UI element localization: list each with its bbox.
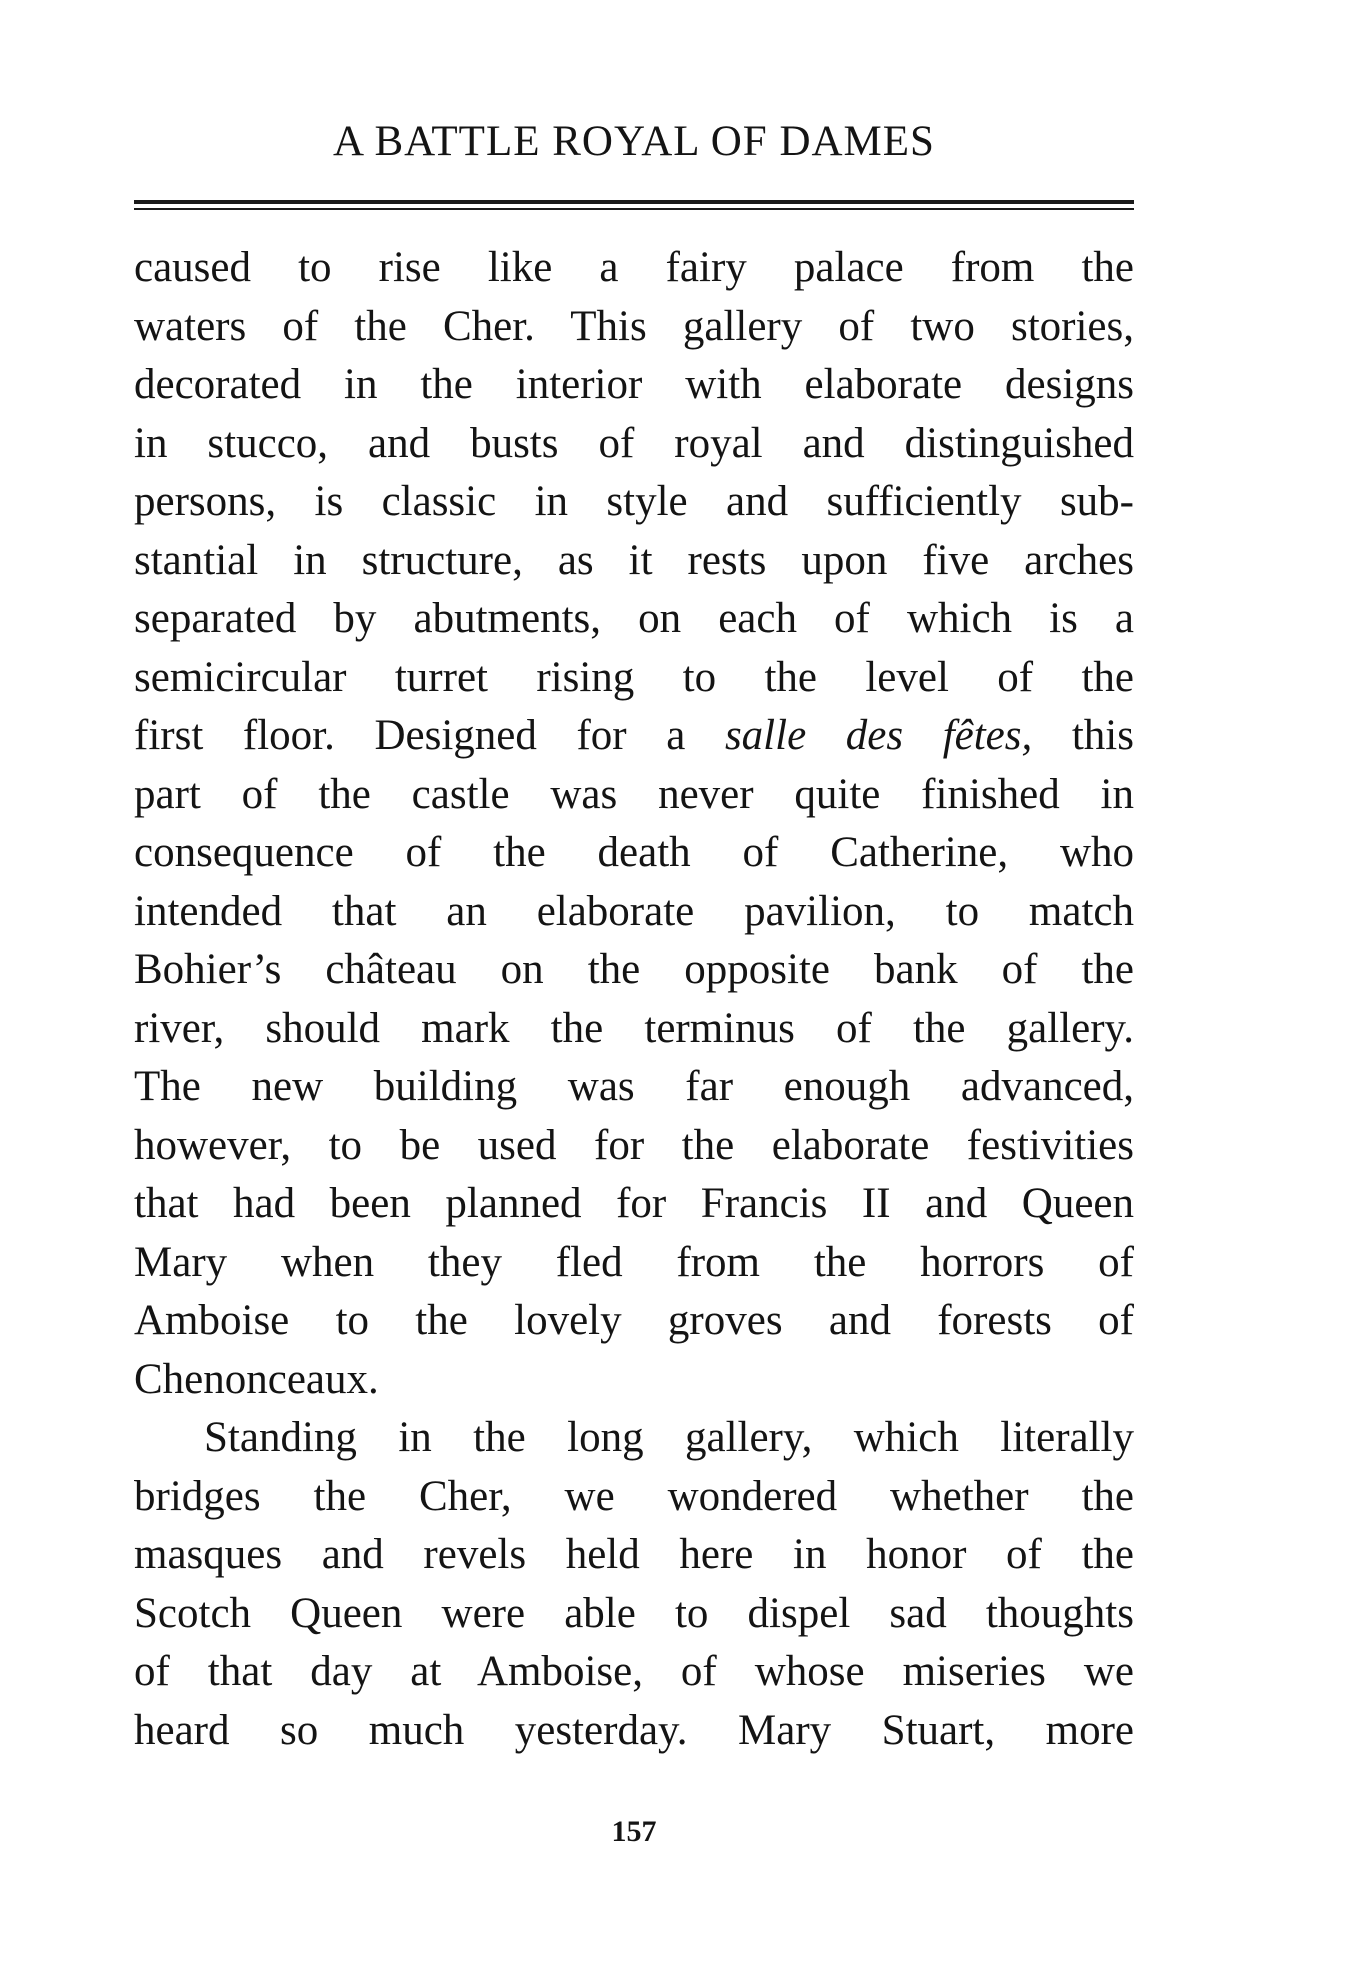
text-line: Bohier’s château on the opposite bank of the bbox=[134, 946, 1134, 993]
text-line-with-italic bbox=[134, 707, 1134, 766]
paragraph-1 bbox=[134, 239, 1134, 1409]
text-line: Standing in the long gallery, which literally bbox=[204, 1414, 1134, 1461]
text-line: river, should mark the terminus of the gallery. bbox=[134, 1004, 1134, 1052]
text-line: of that day at Amboise, of whose miseries we bbox=[134, 1648, 1134, 1695]
text-line: Scotch Queen were able to dispel sad thoughts bbox=[134, 1589, 1134, 1637]
page-number: 157 bbox=[611, 1815, 657, 1848]
text-line: semicircular turret rising to the level of the bbox=[134, 653, 1134, 701]
text-line: that had been planned for Francis II and Queen bbox=[134, 1180, 1134, 1227]
text-line: masques and revels held here in honor of the bbox=[134, 1531, 1134, 1578]
text-line: part of the castle was never quite finished in bbox=[134, 770, 1134, 818]
text-line: The new building was far enough advanced, bbox=[134, 1063, 1134, 1110]
text-line: in stucco, and busts of royal and distinguished bbox=[134, 419, 1134, 467]
text-line: stantial in structure, as it rests upon five arches bbox=[134, 536, 1134, 584]
italic-phrase: salle des fêtes, bbox=[724, 712, 1033, 759]
text-line: caused to rise like a fairy palace from the bbox=[134, 244, 1134, 291]
text-line: consequence of the death of Catherine, who bbox=[134, 829, 1134, 876]
text-line: waters of the Cher. This gallery of two stories, bbox=[134, 302, 1134, 350]
text-line: Mary when they fled from the horrors of bbox=[134, 1238, 1134, 1286]
header-rule-thick bbox=[134, 200, 1134, 204]
text-line: Amboise to the lovely groves and forests of bbox=[134, 1297, 1134, 1344]
text-run: first floor. Designed for a bbox=[134, 712, 725, 759]
text-line: separated by abutments, on each of which is a bbox=[134, 595, 1134, 642]
text-line: decorated in the interior with elaborate designs bbox=[134, 361, 1134, 408]
header-double-rule bbox=[134, 200, 1134, 210]
text-line: Chenonceaux. bbox=[134, 1355, 379, 1403]
running-head: A BATTLE ROYAL OF DAMES bbox=[333, 118, 935, 165]
text-line: however, to be used for the elaborate festivities bbox=[134, 1121, 1134, 1169]
text-line: heard so much yesterday. Mary Stuart, more bbox=[134, 1706, 1134, 1754]
text-run: this bbox=[1032, 712, 1134, 759]
text-line: bridges the Cher, we wondered whether the bbox=[134, 1472, 1134, 1520]
text-line: persons, is classic in style and sufficiently sub- bbox=[134, 478, 1134, 525]
text-line: intended that an elaborate pavilion, to match bbox=[134, 887, 1134, 935]
paragraph-2 bbox=[134, 1409, 1134, 1760]
body-text bbox=[134, 239, 1134, 1760]
header-rule-thin bbox=[134, 208, 1134, 210]
